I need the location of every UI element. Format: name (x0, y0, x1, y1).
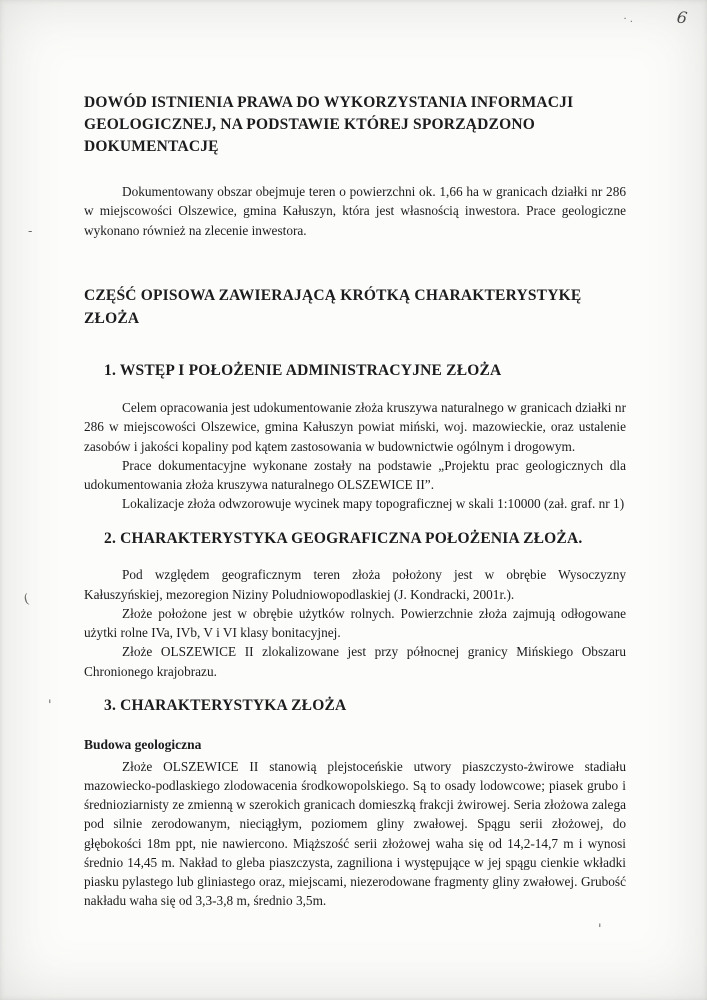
intro-paragraph: Dokumentowany obszar obejmuje teren o powierzchni ok. 1,66 ha w granicach działki nr 286 w miejscowości Olszewice, gmina Kałuszyn, która jest własnością inwestora. Prace geologiczne wykonano również na zlecenie inwestora. (84, 184, 626, 238)
paragraph: Złoże OLSZEWICE II stanowią plejstoceńskie utwory piaszczysto-żwirowe stadiału mazowiecko-podlaskiego zlodowacenia środkowopolskiego. Są to osady lodowcowe; piasek grubo i średnioziarnisty ze zmienną w szerokich granicach domieszką frakcji żwirowej. Seria złożowa zalega pod silnie zerodowanym, nieciągłym, poziomem gliny zwałowej. Spągu serii złożowej, do głębokości 18m ppt, nie nawiercono. Miąższość serii złożowej waha się od 14,2-14,7 m i wynosi średnio 14,45 m. Nakład to gleba piaszczysta, zagniliona i występujące w jej spągu cienkie wkładki piasku pylastego lub gliniastego oraz, miejscami, niezerodowane fragmenty gliny zwałowej. Grubość nakładu waha się od 3,3-3,8 m, średnio 3,5m. (84, 758, 626, 909)
scan-artifact: - (28, 224, 33, 239)
section-3-heading: 3. CHARAKTERYSTYKA ZŁOŻA (104, 696, 347, 714)
scan-artifact: ' (48, 698, 52, 713)
document-content (84, 92, 626, 925)
paragraph: Złoże położone jest w obrębie użytków rolnych. Powierzchnie złoża zajmują odłogowane użytki rolne IVa, IVb, V i VI klasy bonitacyjnej. (84, 605, 626, 641)
section-2 (84, 528, 626, 681)
handwritten-page-number: 6 (675, 7, 689, 28)
document-title: DOWÓD ISTNIENIA PRAWA DO WYKORZYSTANIA INFORMACJI GEOLOGICZNEJ, NA PODSTAWIE KTÓREJ SPORZĄDZONO DOKUMENTACJĘ (84, 94, 574, 155)
paragraph: Pod względem geograficznym teren złoża położony jest w obrębie Wysoczyzny Kałuszyńskiej, mezoregion Niziny Poludniowopodlaskiej (J. Kondracki, 2001r.). (84, 567, 626, 602)
section-1-heading: 1. WSTĘP I POŁOŻENIE ADMINISTRACYJNE ZŁOŻA (104, 362, 502, 380)
section-2-heading: 2. CHARAKTERYSTYKA GEOGRAFICZNA POŁOŻENIA ZŁOŻA. (104, 529, 583, 547)
scan-artifact: ( (22, 591, 31, 608)
scan-artifact: ' (598, 922, 602, 937)
scan-artifact: · . (623, 14, 633, 25)
sub-heading-geology: Budowa geologiczna (84, 736, 202, 752)
paragraph: Prace dokumentacyjne wykonane zostały na podstawie „Projektu prac geologicznych dla udokumentowania złoża kruszywa naturalnego OLSZEWICE II”. (84, 457, 626, 493)
section-3 (84, 695, 626, 911)
paragraph: Lokalizacje złoża odwzorowuje wycinek mapy topograficznej w skali 1:10000 (zał. graf. nr 1) (122, 496, 625, 512)
paragraph: Złoże OLSZEWICE II zlokalizowane jest przy północnej granicy Mińskiego Obszaru Chronionego krajobrazu. (84, 644, 626, 679)
paragraph: Celem opracowania jest udokumentowanie złoża kruszywa naturalnego w granicach działki nr 286 w miejscowości Olszewice, gmina Kałuszyn powiat miński, woj. mazowieckie, oraz ustalenie zasobów i jakości kopaliny pod kątem zastosowania w budownictwie ogólnym i drogowym. (84, 399, 626, 454)
part-title: CZĘŚĆ OPISOWA ZAWIERAJĄCĄ KRÓTKĄ CHARAKTERYSTYKĘ ZŁOŻA (84, 286, 582, 328)
section-1 (84, 360, 626, 513)
